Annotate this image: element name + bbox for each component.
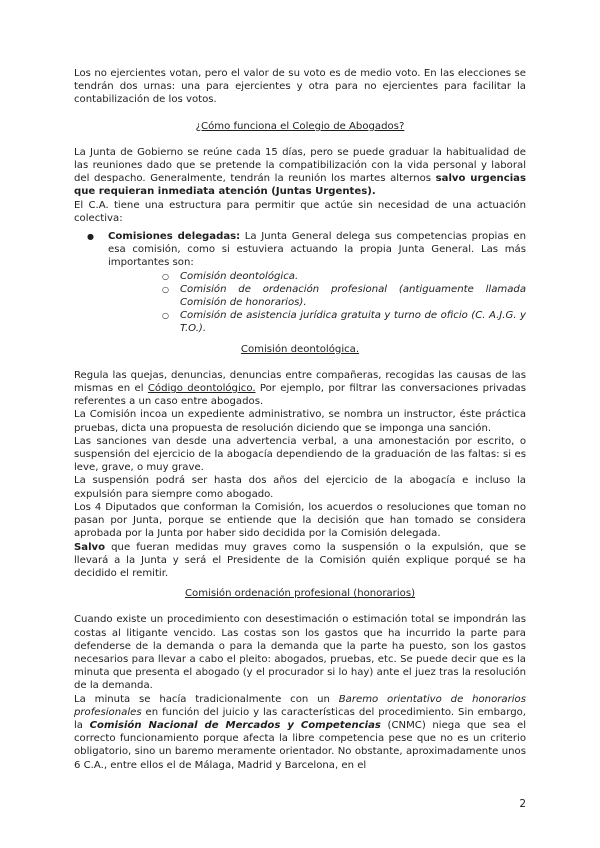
minuta-text: La minuta se hacía tradicionalmente con un	[74, 693, 339, 705]
page-number: 2	[519, 798, 526, 810]
estructura-paragraph: El C.A. tiene una estructura para permitir que actúe sin necesidad de una actuación colectiva:	[74, 199, 526, 224]
deontologica-text: Regula las quejas, denuncias, denuncias entre compañeras, recogidas las causas de las mismas en el	[74, 369, 526, 395]
comisiones-list	[74, 230, 526, 336]
deontologica-paragraph-1	[74, 369, 526, 409]
comisiones-delegadas-label: Comisiones delegadas:	[108, 231, 241, 243]
urgencias-bold-text: salvo urgencias que requieran inmediata atención (Juntas Urgentes).	[74, 173, 526, 198]
heading-comision-ordenacion: Comisión ordenación profesional (honorarios)	[184, 588, 416, 600]
comisiones-delegadas-text: La Junta General delega sus competencias propias en esa comisión, como si estuviera actuando la propia Junta General. Las más importantes son:	[108, 231, 526, 269]
deontologica-paragraph-5: Los 4 Diputados que conforman la Comisión, los acuerdos o resoluciones que toman no pasan por Junta, porque se entiende que la decisión que han tomado se considera aprobada por la Junta por haber sido decidida por la Comisión delegada.	[74, 501, 526, 540]
minuta-text-2: en función del juicio y las características del procedimiento. Sin embargo, la	[74, 706, 526, 731]
minuta-text-3: (CNMC) niega que sea el correcto funcionamiento porque afecta la libre competencia pese que no es un criterio obligatorio, sino un baremo meramente orientador. No obstante, aproximadamente unos 6 C.A., entre ellos el de Málaga, Madrid y Barcelona, en el	[74, 719, 526, 771]
deontologica-text-after: Por ejemplo, por filtrar las conversaciones privadas referentes a un caso entre abogados.	[74, 383, 527, 408]
deontologica-paragraph-6	[74, 541, 526, 581]
comisiones-delegadas-item	[74, 230, 526, 336]
commission-item: ○ Comisión de ordenación profesional (antiguamente llamada Comisión de honorarios).	[108, 283, 526, 309]
deontologica-paragraph-2: La Comisión incoa un expediente administrativo, se nombra un instructor, éste práctica pruebas, dicta una propuesta de resolución diciendo que se imponga una sanción.	[74, 409, 526, 434]
commission-item: ○ Comisión deontológica.	[108, 270, 526, 283]
codigo-deontologico-link[interactable]: Código deontológico.	[147, 383, 256, 395]
heading-comision-deontologica: Comisión deontológica.	[240, 343, 360, 355]
junta-gobierno-paragraph	[74, 146, 526, 199]
deontologica-paragraph-4: La suspensión podrá ser hasta dos años del ejercicio de la abogacía e incluso la expulsión para siempre como abogado.	[74, 475, 526, 500]
baremo-italic-text: Baremo orientativo de honorarios profesionales	[74, 693, 526, 718]
heading-como-funciona: ¿Cómo funciona el Colegio de Abogados?	[195, 120, 405, 132]
junta-gobierno-text: La Junta de Gobierno se reúne cada 15 días, pero se puede graduar la habitualidad de las reuniones dado que se pretende la compatibilización con la vida personal y laboral del despacho. Generalmente, tendrán la reunión los martes alternos	[74, 146, 526, 185]
commission-item: ○ Comisión de asistencia jurídica gratuita y turno de oficio (C. A.J.G. y T.O.).	[108, 309, 526, 335]
cnmc-bolditalic-text: Comisión Nacional de Mercados y Competencias	[89, 719, 381, 731]
ordenacion-paragraph-1: Cuando existe un procedimiento con desestimación o estimación total se impondrán las costas al litigante vencido. Las costas son los gastos que ha incurrido la parte para defenderse de la demanda o para la demanda que la parte ha puesto, son los gastos necesarios para llevar a cabo el pleito: abogados, pruebas, etc. Se puede decir que es la minuta que presenta el abogado (y el procurador si lo hay) ante el juez tras la resolución de la demanda.	[74, 614, 526, 692]
commission-sublist	[108, 270, 526, 336]
document-page	[74, 67, 526, 772]
intro-paragraph: Los no ejercientes votan, pero el valor de su voto es de medio voto. En las elecciones se tendrán dos urnas: una para ejercientes y otra para no ejercientes para facilitar la contabilización de los votos.	[74, 68, 526, 106]
deontologica-paragraph-3: Las sanciones van desde una advertencia verbal, a una amonestación por escrito, o suspensión del ejercicio de la abogacía dependiendo de la graduación de las faltas: si es leve, grave, o muy grave.	[74, 435, 526, 474]
ordenacion-paragraph-2	[74, 693, 526, 772]
salvo-text: que fueran medidas muy graves como la suspensión o la expulsión, que se llevará a la Junta y será el Presidente de la Comisión quién explique porqué se ha decidido el remitir.	[74, 541, 526, 579]
salvo-bold-text: Salvo	[74, 541, 106, 553]
